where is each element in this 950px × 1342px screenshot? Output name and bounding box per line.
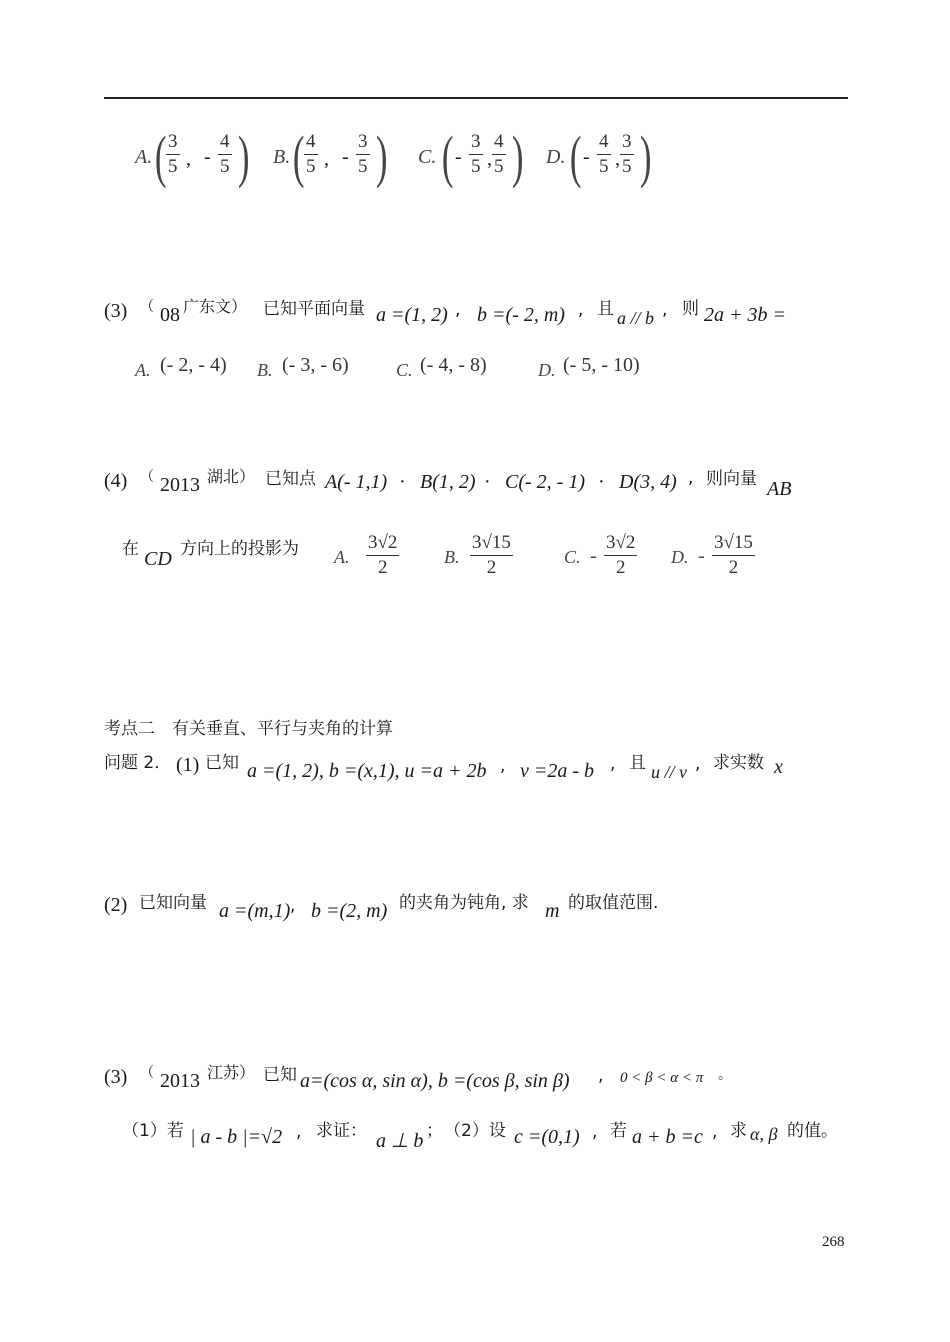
comma: , bbox=[688, 468, 694, 488]
fraction: $\frac{3√15}{2}$ bbox=[472, 532, 511, 578]
sub-label: （2）设 bbox=[444, 1121, 506, 1141]
minus-sign: - bbox=[590, 545, 597, 567]
vector-a: a =(1, 2) bbox=[376, 304, 448, 326]
vector-ab: AB bbox=[767, 478, 792, 500]
point-c: C(- 2, - 1) bbox=[505, 471, 585, 493]
problem-label: 问题 2． bbox=[104, 753, 172, 773]
expression: 2a + 3b = bbox=[704, 304, 786, 326]
minus-sign: - bbox=[342, 146, 349, 168]
source-name: 广东文） bbox=[183, 297, 248, 316]
question-text: 已知点 bbox=[265, 469, 316, 489]
perpendicular-condition: a ⊥ b bbox=[376, 1130, 424, 1152]
option-d-label: D. bbox=[546, 146, 566, 168]
option-c-label: C. bbox=[418, 146, 437, 168]
point-d: D(3, 4) bbox=[619, 471, 677, 493]
option-a-label: A. bbox=[135, 360, 151, 380]
conjunction: 则 bbox=[682, 299, 699, 319]
page-number: 268 bbox=[822, 1234, 845, 1250]
option-c-label: C. bbox=[564, 547, 581, 567]
minus-sign: - bbox=[455, 146, 462, 168]
comma: , bbox=[296, 1122, 302, 1142]
option-a: (- 2, - 4) bbox=[160, 354, 227, 376]
option-a-label: A. bbox=[334, 547, 350, 567]
point-a: A(- 1,1) bbox=[325, 471, 388, 493]
source-open: （ bbox=[140, 469, 154, 485]
separator: , bbox=[615, 148, 620, 170]
left-paren: ( bbox=[569, 124, 582, 189]
question-text: 求 bbox=[730, 1121, 747, 1141]
section-title: 考点二 有关垂直、平行与夹角的计算 bbox=[104, 719, 393, 739]
comma: , bbox=[610, 754, 616, 774]
comma: , bbox=[455, 300, 461, 320]
comma: , bbox=[500, 756, 506, 776]
option-b-label: B. bbox=[273, 146, 291, 168]
comma: , bbox=[598, 1066, 604, 1086]
vector-a: a =(m,1) bbox=[219, 900, 291, 922]
question-text: 已知 bbox=[205, 753, 239, 773]
vector-b: b =(2, m) bbox=[311, 900, 388, 922]
sub-label: （1）若 bbox=[122, 1121, 184, 1141]
separator: , bbox=[186, 148, 191, 170]
fraction: $\frac{4}{5}$ bbox=[599, 131, 609, 177]
source-open: （ bbox=[140, 1065, 154, 1081]
separator: , bbox=[487, 148, 492, 170]
condition-expression: | a - b |=√2 bbox=[190, 1126, 283, 1148]
vector-definitions: a =(1, 2), b =(x,1), u =a + 2b bbox=[247, 760, 487, 782]
sum-condition: a + b =c bbox=[632, 1126, 703, 1148]
comma: , bbox=[578, 300, 584, 320]
source-name: 湖北） bbox=[207, 467, 256, 486]
question-text: 的取值范围. bbox=[568, 893, 659, 913]
header-rule bbox=[104, 97, 848, 99]
minus-sign: - bbox=[583, 146, 590, 168]
fraction: $\frac{4}{5}$ bbox=[494, 131, 504, 177]
fraction: $\frac{3}{5}$ bbox=[622, 131, 632, 177]
question-text: 已知向量 bbox=[139, 893, 207, 913]
fraction: $\frac{3}{5}$ bbox=[358, 131, 368, 177]
fraction: $\frac{3}{5}$ bbox=[168, 131, 178, 177]
comma: , bbox=[695, 754, 701, 774]
comma: , bbox=[290, 896, 296, 916]
angles: α, β bbox=[750, 1124, 778, 1144]
parallel-condition: u // v bbox=[651, 762, 687, 782]
conjunction: 若 bbox=[610, 1121, 627, 1141]
comma: , bbox=[662, 300, 668, 320]
separator: · bbox=[484, 471, 491, 493]
fraction: $\frac{3√2}{2}$ bbox=[606, 532, 636, 578]
angle-condition: 0 < β < α < π bbox=[620, 1070, 704, 1086]
question-text: 的值。 bbox=[787, 1121, 838, 1141]
source-open: （ bbox=[140, 299, 154, 315]
sub-number: (2) bbox=[104, 894, 128, 916]
option-c-label: C. bbox=[396, 360, 413, 380]
fraction: $\frac{3√2}{2}$ bbox=[368, 532, 398, 578]
fraction: $\frac{4}{5}$ bbox=[220, 131, 230, 177]
sub-number: (3) bbox=[104, 1066, 128, 1088]
period: 。 bbox=[718, 1067, 732, 1083]
vector-b: b =(- 2, m) bbox=[477, 304, 565, 326]
option-c: (- 4, - 8) bbox=[420, 354, 487, 376]
fraction: $\frac{3√15}{2}$ bbox=[714, 532, 753, 578]
conjunction: 且 bbox=[629, 753, 646, 773]
source-year: 2013 bbox=[160, 474, 200, 496]
left-paren: ( bbox=[441, 124, 454, 189]
comma: , bbox=[712, 1122, 718, 1142]
separator: · bbox=[598, 471, 605, 493]
parallel-condition: a // b bbox=[617, 308, 655, 328]
question-text: 求证： bbox=[316, 1121, 367, 1141]
separator: · bbox=[399, 471, 406, 493]
separator: , bbox=[324, 148, 329, 170]
option-b: (- 3, - 6) bbox=[282, 354, 349, 376]
question-text: 求实数 bbox=[713, 753, 764, 773]
question-text: 方向上的投影为 bbox=[180, 539, 299, 559]
option-d-label: D. bbox=[671, 547, 689, 567]
question-number: (4) bbox=[104, 470, 128, 492]
sub-number: (1) bbox=[176, 754, 200, 776]
right-paren: ) bbox=[639, 124, 652, 189]
source-name: 江苏） bbox=[207, 1063, 256, 1082]
right-paren: ) bbox=[237, 124, 250, 189]
left-paren: ( bbox=[292, 124, 305, 189]
vector-definitions: a=(cos α, sin α), b =(cos β, sin β) bbox=[300, 1070, 570, 1092]
source-year: 2013 bbox=[160, 1070, 200, 1092]
semicolon: ； bbox=[426, 1121, 443, 1141]
option-d-label: D. bbox=[538, 360, 556, 380]
comma: , bbox=[592, 1122, 598, 1142]
vector-v: v =2a - b bbox=[520, 760, 595, 782]
option-b-label: B. bbox=[444, 547, 460, 567]
option-b-label: B. bbox=[257, 360, 273, 380]
question-text: 已知平面向量 bbox=[263, 299, 365, 319]
question-number: (3) bbox=[104, 300, 128, 322]
source-year: 08 bbox=[160, 304, 180, 326]
left-paren: ( bbox=[154, 124, 167, 189]
variable-x: x bbox=[774, 756, 783, 778]
fraction: $\frac{4}{5}$ bbox=[306, 131, 316, 177]
right-paren: ) bbox=[375, 124, 388, 189]
question-text: 的夹角为钝角, 求 bbox=[399, 893, 529, 913]
right-paren: ) bbox=[511, 124, 524, 189]
question-text: 在 bbox=[122, 539, 139, 559]
minus-sign: - bbox=[204, 146, 211, 168]
variable-m: m bbox=[545, 900, 560, 922]
question-text: 已知 bbox=[263, 1065, 297, 1085]
option-a-label: A. bbox=[135, 146, 153, 168]
option-d: (- 5, - 10) bbox=[563, 354, 640, 376]
vector-c: c =(0,1) bbox=[514, 1126, 580, 1148]
vector-cd: CD bbox=[144, 548, 172, 570]
conjunction: 且 bbox=[597, 299, 614, 319]
point-b: B(1, 2) bbox=[420, 471, 476, 493]
minus-sign: - bbox=[698, 545, 705, 567]
question-text: 则向量 bbox=[706, 469, 757, 489]
fraction: $\frac{3}{5}$ bbox=[471, 131, 481, 177]
